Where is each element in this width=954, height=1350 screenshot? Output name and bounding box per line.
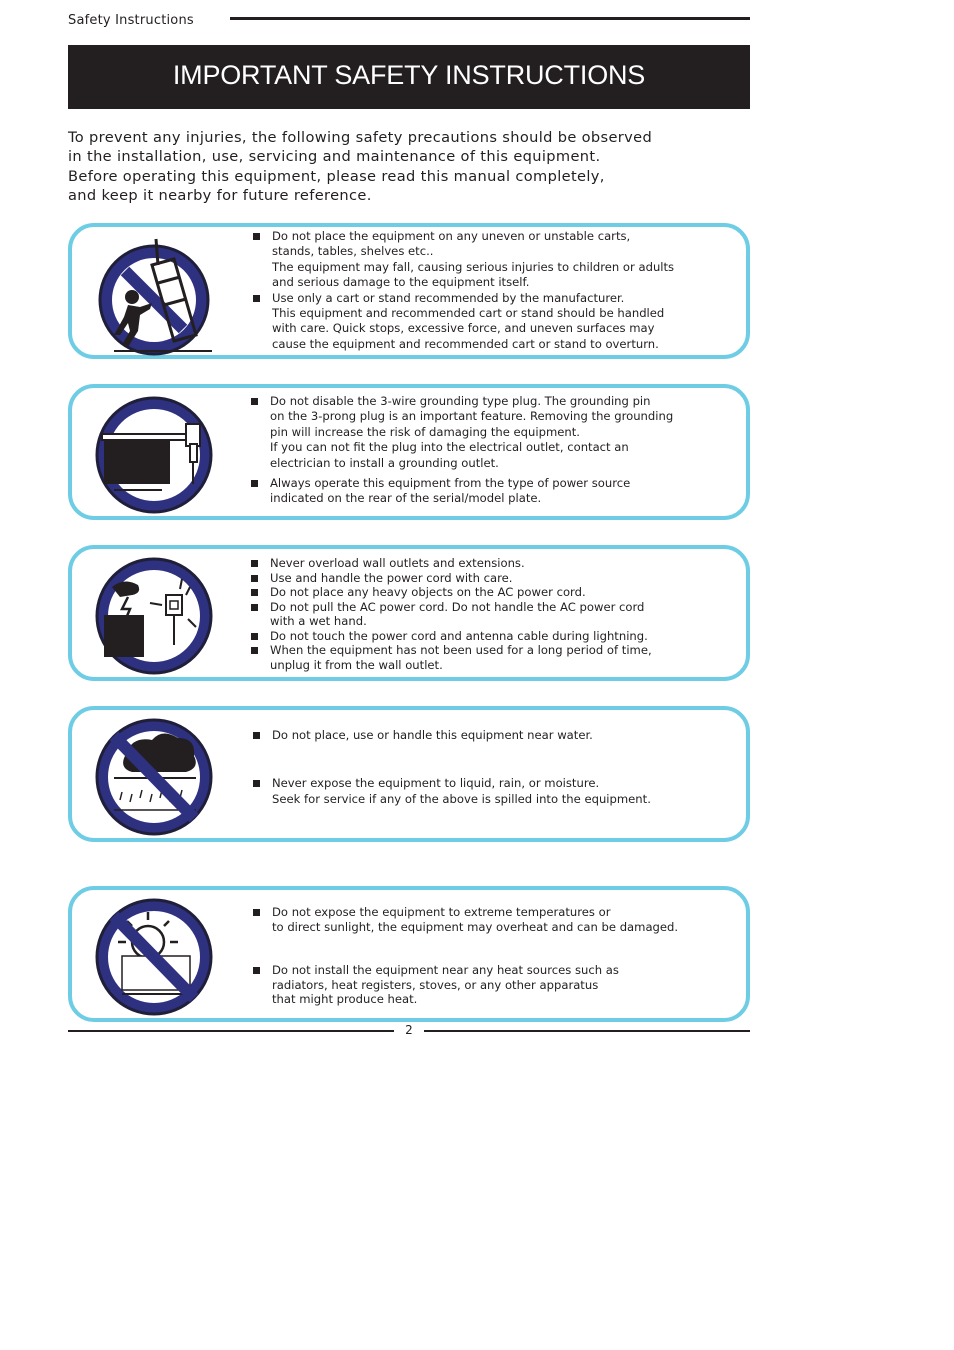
bullet-square-icon (251, 575, 258, 582)
bullet-item: Never expose the equipment to liquid, rain, or moisture. Seek for service if any of the above is spilled into the equipment. (253, 776, 651, 807)
bullet-square-icon (251, 604, 258, 611)
bullet-square-icon (253, 295, 260, 302)
intro-line: and keep it nearby for future reference. (68, 187, 372, 205)
bullet-item: Use only a cart or stand recommended by the manufacturer. This equipment and recommended cart or stand should be handled with care. Quick stops, excessive force, and uneven surfaces may cause the equipment and recommended cart or stand to overturn. (253, 291, 674, 353)
safety-panel-water (68, 706, 750, 842)
bullet-item: Do not expose the equipment to extreme temperatures or to direct sunlight, the equipment may overheat and can be damaged. (253, 905, 678, 934)
tipping-cart-prohibited-icon (92, 235, 220, 359)
bullet-list (251, 556, 652, 672)
bullet-item: Do not place, use or handle this equipment near water. (253, 728, 651, 743)
bullet-square-icon (251, 480, 258, 487)
safety-panel-heat (68, 886, 750, 1022)
intro-line: in the installation, use, servicing and maintenance of this equipment. (68, 148, 601, 166)
bullet-list (253, 229, 674, 352)
bullet-list (253, 728, 651, 807)
section-label: Safety Instructions (68, 13, 194, 28)
bullet-square-icon (253, 233, 260, 240)
title-bar (68, 45, 750, 109)
no-heat-sunlight-icon (92, 894, 220, 1018)
header-rule (230, 17, 750, 20)
bullet-square-icon (253, 780, 260, 787)
bullet-square-icon (253, 732, 260, 739)
bullet-square-icon (251, 647, 258, 654)
bullet-item: Do not place the equipment on any uneven or unstable carts, stands, tables, shelves etc.. The equipment may fall, causing serious injuries to children or adults and serious damage to the equipment itself. (253, 229, 674, 291)
bullet-item: Do not pull the AC power cord. Do not handle the AC power cord with a wet hand. (251, 600, 652, 629)
page-number: 2 (405, 1023, 413, 1037)
bullet-square-icon (251, 633, 258, 640)
bullet-square-icon (253, 967, 260, 974)
grounding-plug-icon (92, 392, 220, 516)
intro-paragraph (68, 128, 708, 206)
bullet-item: Never overload wall outlets and extensions. (251, 556, 652, 571)
bullet-item: Always operate this equipment from the type of power source indicated on the rear of the serial/model plate. (251, 476, 673, 507)
safety-panel-power-cord (68, 545, 750, 681)
no-water-rain-icon (92, 714, 220, 838)
bullet-item: When the equipment has not been used for a long period of time, unplug it from the wall outlet. (251, 643, 652, 672)
intro-line: To prevent any injuries, the following safety precautions should be observed (68, 129, 653, 146)
safety-panel-cart (68, 223, 750, 359)
bullet-square-icon (251, 398, 258, 405)
safety-panel-grounding (68, 384, 750, 520)
running-header (68, 11, 750, 31)
bullet-item: Do not place any heavy objects on the AC power cord. (251, 585, 652, 600)
bullet-list (253, 905, 678, 1007)
bullet-item: Do not install the equipment near any heat sources such as radiators, heat registers, stoves, or any other apparatus that might produce heat. (253, 963, 678, 1007)
bullet-item: Do not touch the power cord and antenna cable during lightning. (251, 629, 652, 644)
bullet-square-icon (251, 560, 258, 567)
page-title: IMPORTANT SAFETY INSTRUCTIONS (172, 60, 646, 90)
bullet-item: Do not disable the 3-wire grounding type plug. The grounding pin on the 3-prong plug is an important feature. Removing the grounding pin will increase the risk of damaging the equipment. If you can not fit the plug into the electrical outlet, contact an electrician to install a grounding outlet. (251, 394, 673, 471)
bullet-square-icon (253, 909, 260, 916)
bullet-list (251, 394, 673, 507)
footer-rule-left (68, 1030, 394, 1032)
intro-line: Before operating this equipment, please read this manual completely, (68, 167, 605, 185)
page-footer (68, 1022, 750, 1040)
bullet-square-icon (251, 589, 258, 596)
footer-rule-right (424, 1030, 750, 1032)
power-cord-lightning-icon (92, 553, 220, 677)
bullet-item: Use and handle the power cord with care. (251, 571, 652, 586)
